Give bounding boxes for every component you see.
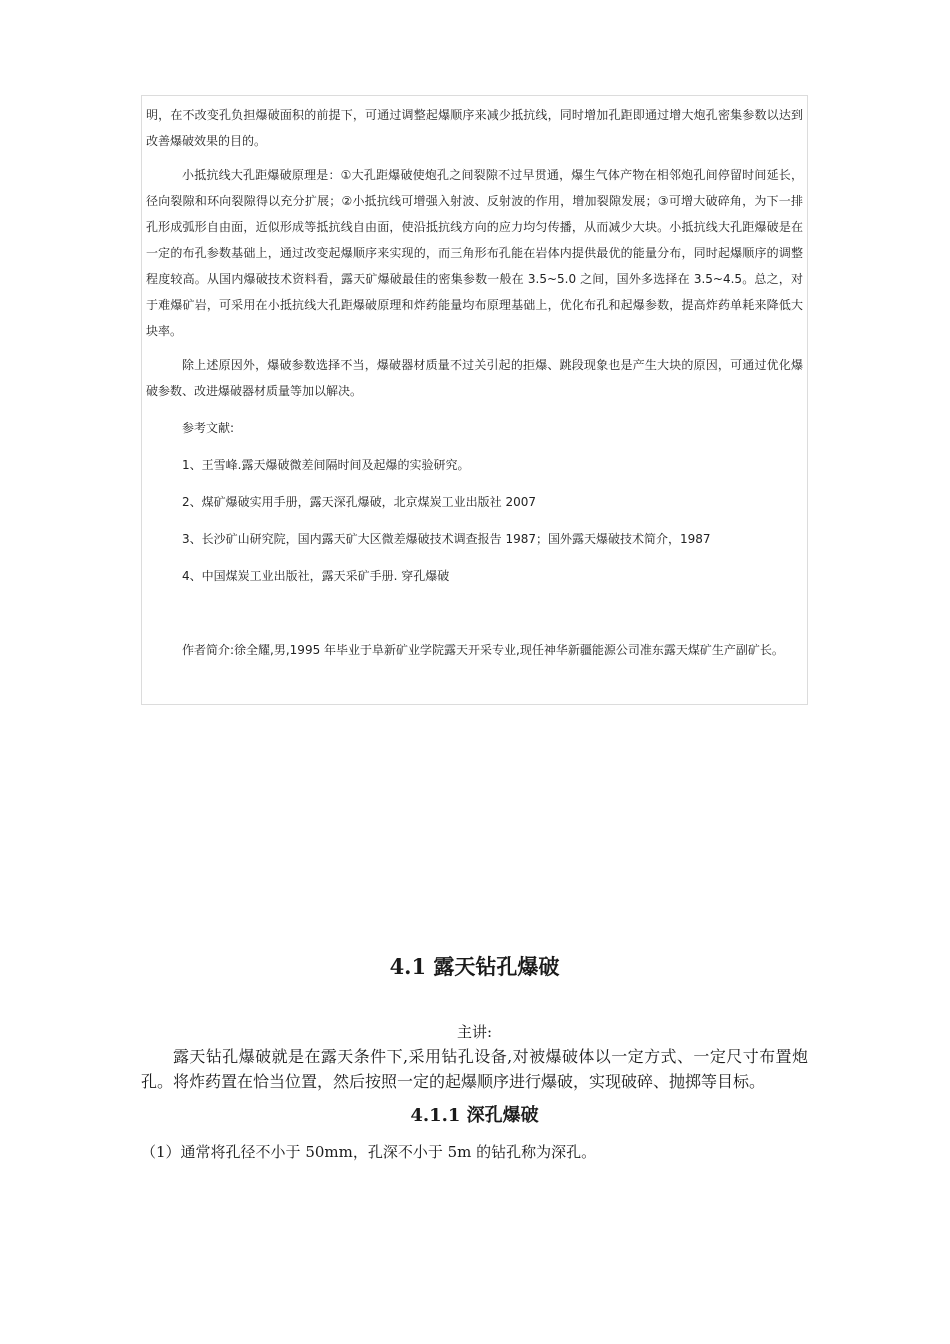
chapter-intro: 露天钻孔爆破就是在露天条件下,采用钻孔设备,对被爆破体以一定方式、一定尺寸布置炮孔。将炸药置在恰当位置，然后按照一定的起爆顺序进行爆破，实现破碎、抛掷等目标。 bbox=[141, 1047, 808, 1091]
chapter-title: 4.1 露天钻孔爆破 bbox=[389, 954, 560, 979]
reference-item-2: 2、煤矿爆破实用手册，露天深孔爆破，北京煤炭工业出版社 2007 bbox=[182, 495, 536, 509]
reference-item-4: 4、中国煤炭工业出版社，露天采矿手册. 穿孔爆破 bbox=[182, 569, 450, 583]
section-definition: （1）通常将孔径不小于 50mm，孔深不小于 5m 的钻孔称为深孔。 bbox=[141, 1143, 597, 1161]
chapter-section bbox=[141, 952, 808, 1164]
paragraph-other-causes: 除上述原因外，爆破参数选择不当，爆破器材质量不过关引起的拒爆、跳段现象也是产生大块的原因，可通过优化爆破参数、改进爆破器材质量等加以解决。 bbox=[146, 358, 803, 398]
reference-item-1: 1、王雪峰.露天爆破微差间隔时间及起爆的实验研究。 bbox=[182, 458, 470, 472]
section-title: 4.1.1 深孔爆破 bbox=[410, 1105, 539, 1126]
article-excerpt-box bbox=[141, 95, 808, 705]
references-heading: 参考文献: bbox=[182, 421, 235, 435]
author-bio: 作者简介:徐全耀,男,1995 年毕业于阜新矿业学院露天开采专业,现任神华新疆能源公司准东露天煤矿生产副矿长。 bbox=[182, 643, 784, 657]
paragraph-continuation: 明，在不改变孔负担爆破面积的前提下，可通过调整起爆顺序来减少抵抗线，同时增加孔距即通过增大炮孔密集参数以达到改善爆破效果的目的。 bbox=[146, 108, 803, 148]
paragraph-principle: 小抵抗线大孔距爆破原理是：①大孔距爆破使炮孔之间裂隙不过早贯通，爆生气体产物在相邻炮孔间停留时间延长，径向裂隙和环向裂隙得以充分扩展；②小抵抗线可增强入射波、反射波的作用，增加裂隙发展；③可增大破碎角，为下一排孔形成弧形自由面，近似形成等抵抗线自由面，使沿抵抗线方向的应力均匀传播，从而减少大块。小抵抗线大孔距爆破是在一定的布孔参数基础上，通过改变起爆顺序来实现的，而三角形布孔能在岩体内提供最优的能量分布，同时起爆顺序的调整程度较高。从国内爆破技术资料看，露天矿爆破最佳的密集参数一般在 3.5~5.0 之间，国外多选择在 3.5~4.5。总之，对于难爆矿岩，可采用在小抵抗线大孔距爆破原理和炸药能量均布原理基础上，优化布孔和起爆参数，提高炸药单耗来降低大块率。 bbox=[146, 168, 803, 338]
reference-item-3: 3、长沙矿山研究院，国内露天矿大区微差爆破技术调查报告 1987；国外露天爆破技术简介，1987 bbox=[182, 532, 711, 546]
presenter-label: 主讲: bbox=[456, 1023, 493, 1041]
